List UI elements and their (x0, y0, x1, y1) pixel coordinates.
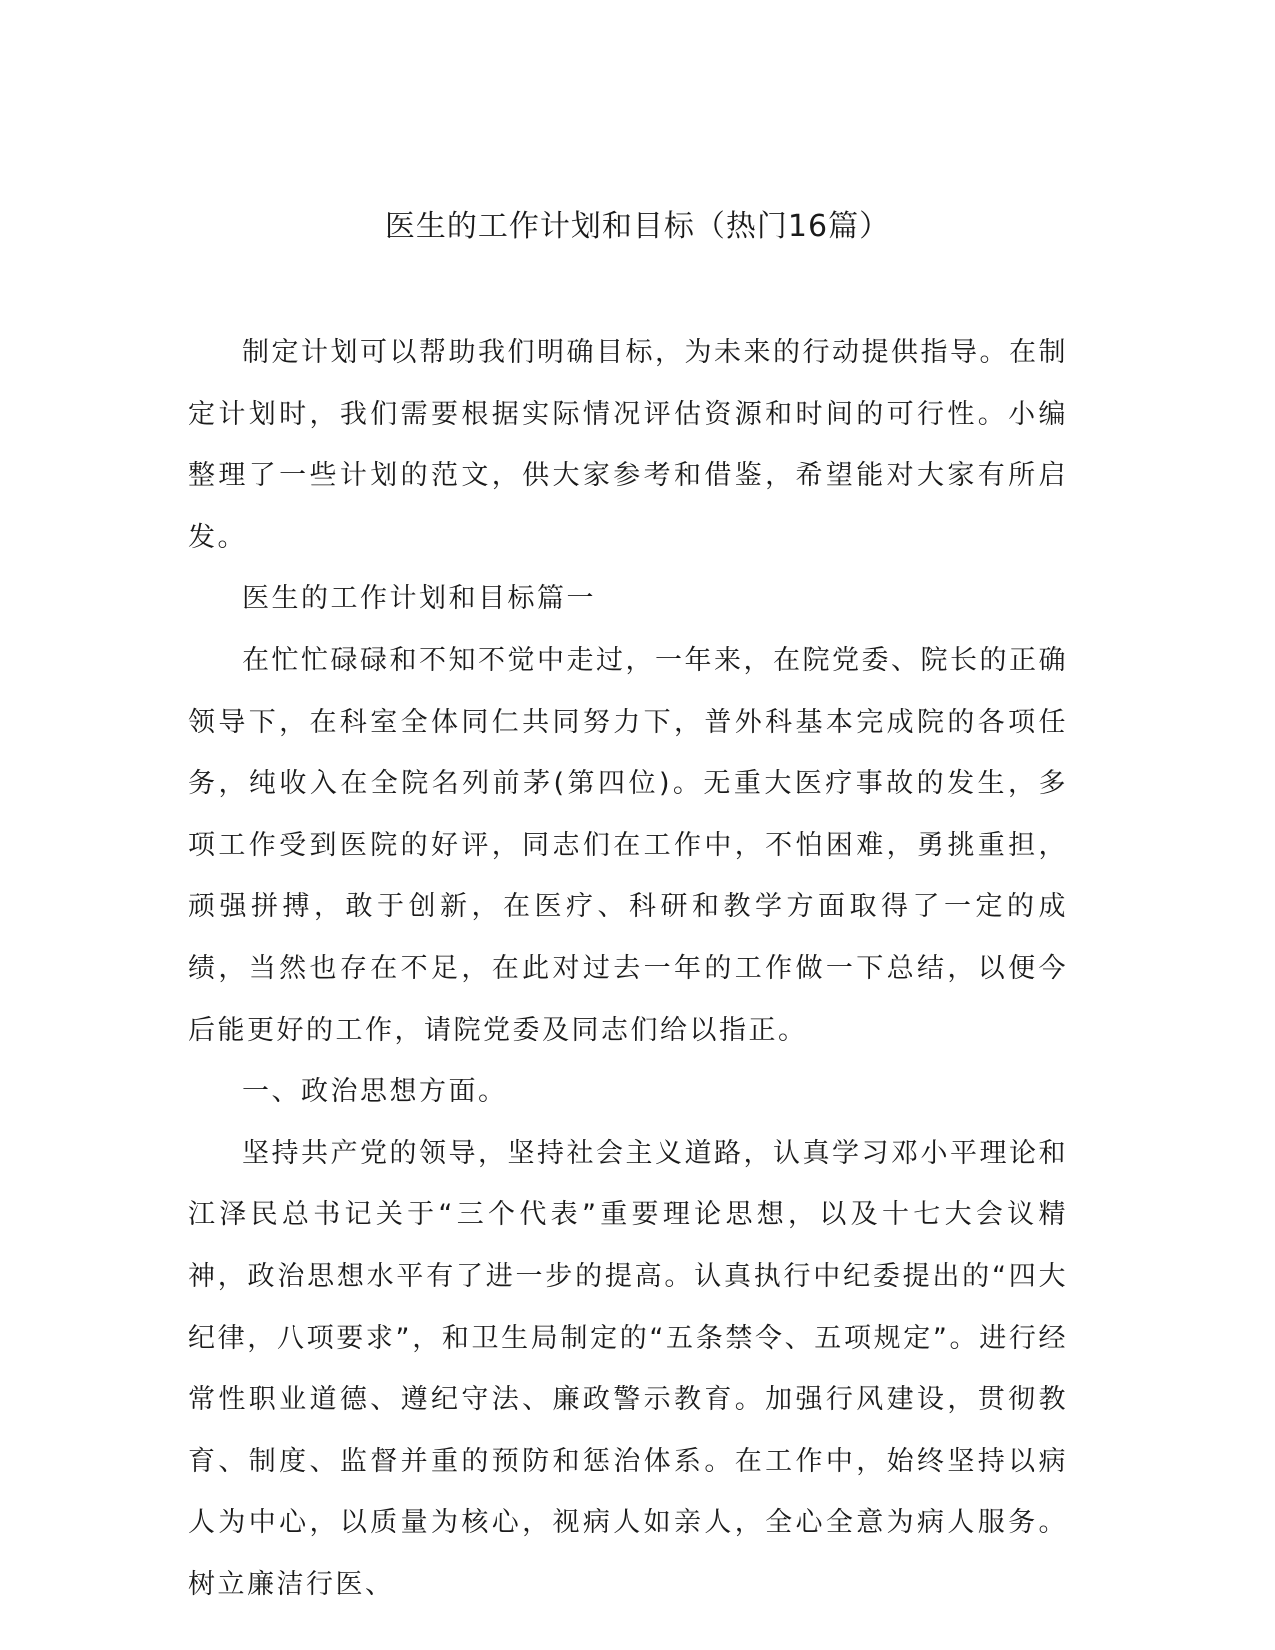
document-title: 医生的工作计划和目标（热门16篇） (384, 209, 891, 244)
body-paragraph: 坚持共产党的领导，坚持社会主义道路，认真学习邓小平理论和江泽民总书记关于“三个代表”重要理论思想，以及十七大会议精神，政治思想水平有了进一步的提高。认真执行中纪委提出的“四大纪律，八项要求”，和卫生局制定的“五条禁令、五项规定”。进行经常性职业道德、遵纪守法、廉政警示教育。加强行风建设，贯彻教育、制度、监督并重的预防和惩治体系。在工作中，始终坚持以病人为中心，以质量为核心，视病人如亲人，全心全意为病人服务。树立廉洁行医、 (188, 1137, 1068, 1600)
subsection-heading-political: 一、政治思想方面。 (242, 1076, 508, 1108)
intro-paragraph: 制定计划可以帮助我们明确目标，为未来的行动提供指导。在制定计划时，我们需要根据实际情况评估资源和时间的可行性。小编整理了一些计划的范文，供大家参考和借鉴，希望能对大家有所启发。 (188, 337, 1068, 553)
section-heading-part-one: 医生的工作计划和目标篇一 (242, 583, 596, 615)
body-paragraph: 在忙忙碌碌和不知不觉中走过，一年来，在院党委、院长的正确领导下，在科室全体同仁共同努力下，普外科基本完成院的各项任务，纯收入在全院名列前茅(第四位)。无重大医疗事故的发生，多项工作受到医院的好评，同志们在工作中，不怕困难，勇挑重担，顽强拼搏，敢于创新，在医疗、科研和教学方面取得了一定的成绩，当然也存在不足，在此对过去一年的工作做一下总结，以便今后能更好的工作，请院党委及同志们给以指正。 (188, 644, 1068, 1046)
document-body (188, 322, 1068, 1615)
